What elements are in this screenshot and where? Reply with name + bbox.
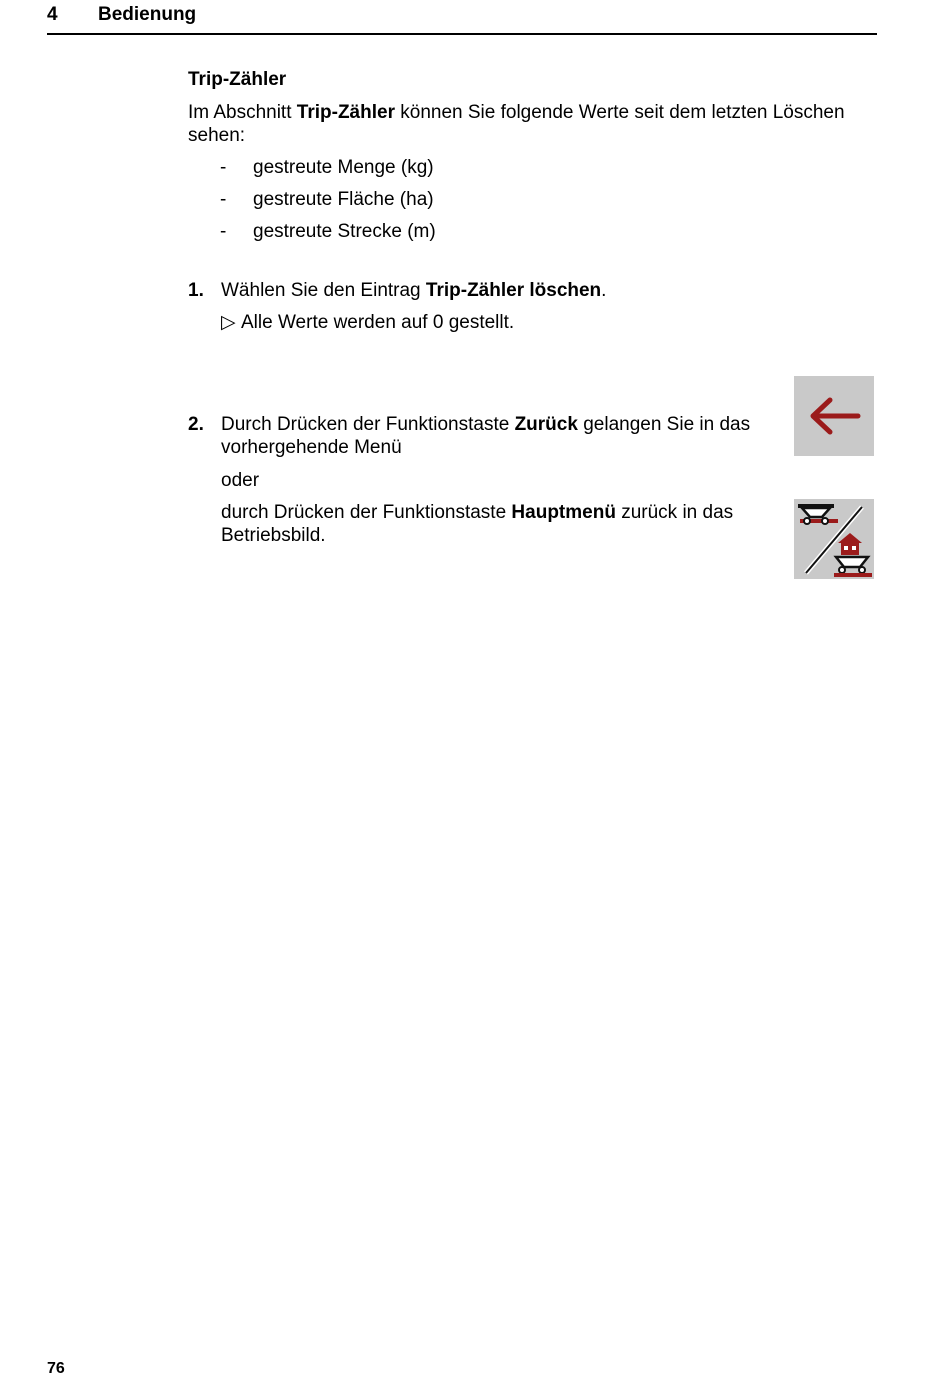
page-number: 76 [47, 1360, 65, 1377]
main-menu-icon [794, 499, 874, 579]
chapter-number: 4 [47, 4, 58, 25]
section-intro: Im Abschnitt Trip-Zähler können Sie folgende Werte seit dem letzten Löschen sehen: [188, 102, 845, 146]
page-header [47, 4, 877, 30]
step-2-alternative: durch Drücken der Funktionstaste Hauptmenü zurück in das Betriebsbild. [221, 502, 734, 546]
step-number: 2. [188, 414, 204, 435]
step-2-or: oder [221, 470, 260, 491]
intro-highlight: Trip-Zähler [296, 102, 395, 123]
step-number: 1. [188, 280, 204, 301]
step-1-result: ▷ Alle Werte werden auf 0 gestellt. [221, 312, 515, 333]
section-title: Trip-Zähler [188, 69, 287, 90]
chapter-title: Bedienung [98, 4, 197, 25]
step-text: Wählen Sie den Eintrag Trip-Zähler löschen. [221, 280, 607, 301]
result-marker-icon: ▷ [221, 312, 236, 333]
main-menu-key [794, 499, 874, 579]
back-key [794, 376, 874, 456]
header-divider [47, 33, 877, 35]
back-arrow-icon [794, 376, 874, 456]
step-text: Durch Drücken der Funktionstaste Zurück gelangen Sie in das vorhergehende Menü [221, 414, 751, 458]
